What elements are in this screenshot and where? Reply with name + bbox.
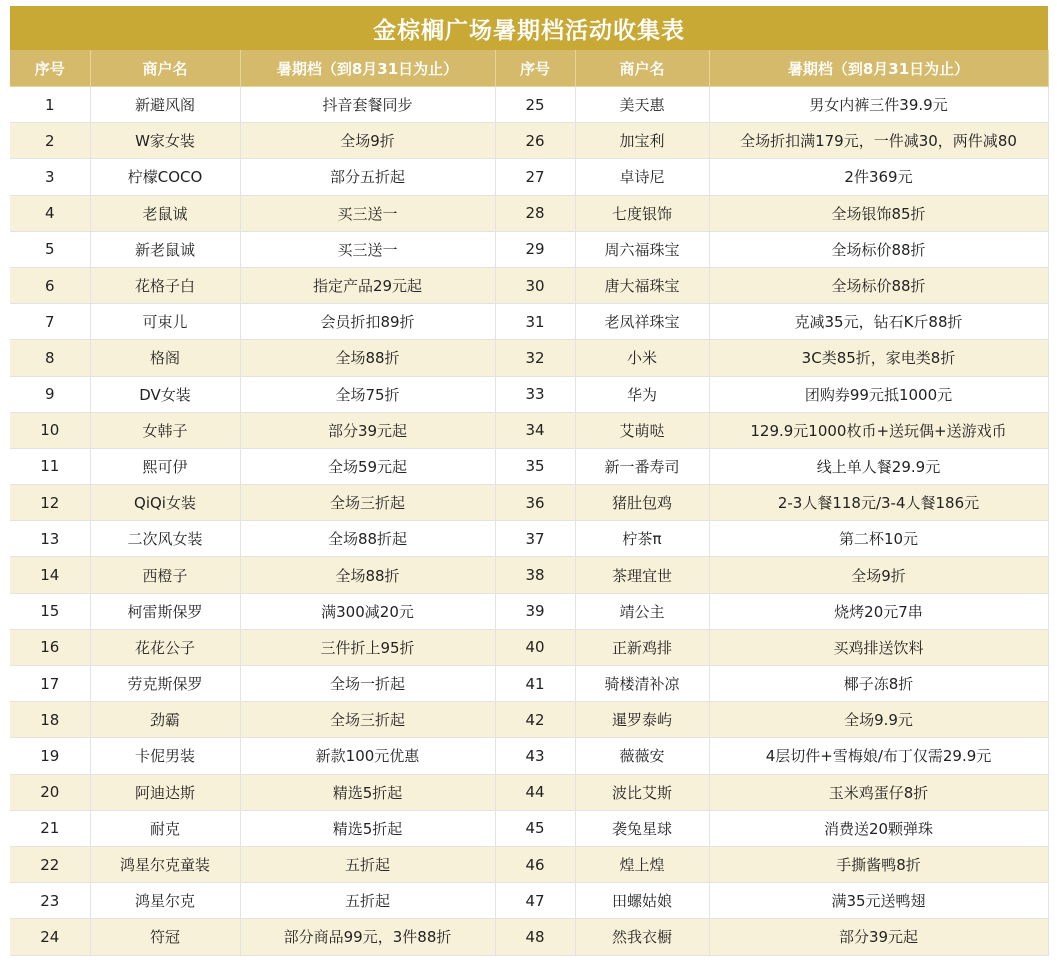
cell-promo-left[interactable]: 全场88折 xyxy=(240,340,495,376)
cell-promo-left[interactable]: 全场88折起 xyxy=(240,521,495,557)
cell-merchant-right[interactable]: 田螺姑娘 xyxy=(575,883,709,919)
cell-index-right[interactable]: 37 xyxy=(495,521,575,557)
header-cell-merchant-right[interactable]: 商户名 xyxy=(575,50,709,87)
cell-merchant-left[interactable]: 西橙子 xyxy=(90,557,240,593)
cell-promo-left[interactable]: 全场三折起 xyxy=(240,702,495,738)
cell-promo-right[interactable]: 全场9折 xyxy=(709,557,1048,593)
cell-promo-right[interactable]: 烧烤20元7串 xyxy=(709,593,1048,629)
cell-index-right[interactable]: 42 xyxy=(495,702,575,738)
cell-merchant-right[interactable]: 新一番寿司 xyxy=(575,448,709,484)
cell-promo-left[interactable]: 买三送一 xyxy=(240,231,495,267)
cell-index-right[interactable]: 48 xyxy=(495,919,575,955)
cell-merchant-left[interactable]: 新老鼠诚 xyxy=(90,231,240,267)
cell-index-right[interactable]: 30 xyxy=(495,267,575,303)
cell-promo-right[interactable]: 买鸡排送饮料 xyxy=(709,629,1048,665)
cell-promo-left[interactable]: 五折起 xyxy=(240,846,495,882)
cell-merchant-left[interactable]: 熙可伊 xyxy=(90,448,240,484)
cell-promo-right[interactable]: 3C类85折，家电类8折 xyxy=(709,340,1048,376)
cell-merchant-right[interactable]: 袭兔星球 xyxy=(575,810,709,846)
cell-index-right[interactable]: 39 xyxy=(495,593,575,629)
table-row xyxy=(10,521,1048,557)
cell-index-left[interactable]: 19 xyxy=(10,738,90,774)
cell-index-right[interactable]: 46 xyxy=(495,846,575,882)
table-row xyxy=(10,87,1048,123)
cell-index-left[interactable]: 4 xyxy=(10,195,90,231)
cell-promo-right[interactable]: 椰子冻8折 xyxy=(709,666,1048,702)
table-row xyxy=(10,448,1048,484)
cell-merchant-right[interactable]: 波比艾斯 xyxy=(575,774,709,810)
cell-index-right[interactable]: 45 xyxy=(495,810,575,846)
cell-index-left[interactable]: 16 xyxy=(10,629,90,665)
cell-index-left[interactable]: 3 xyxy=(10,159,90,195)
header-cell-promo-right[interactable]: 暑期档（到8月31日为止） xyxy=(709,50,1048,87)
cell-merchant-right[interactable]: 柠茶π xyxy=(575,521,709,557)
cell-merchant-right[interactable]: 猪肚包鸡 xyxy=(575,485,709,521)
cell-merchant-right[interactable]: 加宝利 xyxy=(575,123,709,159)
cell-index-left[interactable]: 17 xyxy=(10,666,90,702)
cell-promo-left[interactable]: 全场三折起 xyxy=(240,485,495,521)
cell-merchant-left[interactable]: 劲霸 xyxy=(90,702,240,738)
cell-merchant-left[interactable]: 新避风阁 xyxy=(90,87,240,123)
cell-merchant-right[interactable]: 艾萌哒 xyxy=(575,412,709,448)
cell-index-left[interactable]: 20 xyxy=(10,774,90,810)
cell-promo-left[interactable]: 买三送一 xyxy=(240,195,495,231)
table-row xyxy=(10,666,1048,702)
cell-merchant-right[interactable]: 薇薇安 xyxy=(575,738,709,774)
cell-promo-right[interactable]: 部分39元起 xyxy=(709,919,1048,955)
cell-merchant-left[interactable]: 二次风女装 xyxy=(90,521,240,557)
cell-promo-right[interactable]: 2-3人餐118元/3-4人餐186元 xyxy=(709,485,1048,521)
table-row xyxy=(10,412,1048,448)
cell-merchant-right[interactable]: 卓诗尼 xyxy=(575,159,709,195)
table-row xyxy=(10,629,1048,665)
cell-promo-left[interactable]: 满300减20元 xyxy=(240,593,495,629)
table-row xyxy=(10,846,1048,882)
cell-index-right[interactable]: 38 xyxy=(495,557,575,593)
cell-promo-left[interactable]: 指定产品29元起 xyxy=(240,267,495,303)
cell-promo-right[interactable]: 玉米鸡蛋仔8折 xyxy=(709,774,1048,810)
activity-table xyxy=(10,50,1049,956)
cell-index-left[interactable]: 24 xyxy=(10,919,90,955)
cell-merchant-right[interactable]: 煌上煌 xyxy=(575,846,709,882)
cell-index-left[interactable]: 10 xyxy=(10,412,90,448)
cell-promo-right[interactable]: 团购券99元抵1000元 xyxy=(709,376,1048,412)
cell-index-left[interactable]: 21 xyxy=(10,810,90,846)
cell-index-left[interactable]: 5 xyxy=(10,231,90,267)
cell-index-left[interactable]: 15 xyxy=(10,593,90,629)
cell-index-left[interactable]: 23 xyxy=(10,883,90,919)
table-row xyxy=(10,919,1048,955)
cell-promo-left[interactable]: 五折起 xyxy=(240,883,495,919)
cell-promo-right[interactable]: 全场标价88折 xyxy=(709,231,1048,267)
table-row xyxy=(10,376,1048,412)
cell-promo-left[interactable]: 抖音套餐同步 xyxy=(240,87,495,123)
cell-merchant-left[interactable]: 柯雷斯保罗 xyxy=(90,593,240,629)
cell-merchant-right[interactable]: 华为 xyxy=(575,376,709,412)
cell-index-left[interactable]: 7 xyxy=(10,304,90,340)
cell-merchant-left[interactable]: 阿迪达斯 xyxy=(90,774,240,810)
cell-merchant-right[interactable]: 暹罗泰屿 xyxy=(575,702,709,738)
cell-promo-left[interactable]: 部分五折起 xyxy=(240,159,495,195)
cell-merchant-right[interactable]: 骑楼清补凉 xyxy=(575,666,709,702)
table-row xyxy=(10,702,1048,738)
table-row xyxy=(10,195,1048,231)
header-cell-index-right[interactable]: 序号 xyxy=(495,50,575,87)
table-row xyxy=(10,340,1048,376)
cell-promo-left[interactable]: 全场9折 xyxy=(240,123,495,159)
cell-merchant-left[interactable]: QiQi女装 xyxy=(90,485,240,521)
cell-merchant-right[interactable]: 唐大福珠宝 xyxy=(575,267,709,303)
cell-promo-right[interactable]: 129.9元1000枚币+送玩偶+送游戏币 xyxy=(709,412,1048,448)
cell-merchant-left[interactable]: 老鼠诚 xyxy=(90,195,240,231)
cell-index-left[interactable]: 22 xyxy=(10,846,90,882)
cell-merchant-right[interactable]: 正新鸡排 xyxy=(575,629,709,665)
cell-merchant-right[interactable]: 靖公主 xyxy=(575,593,709,629)
cell-index-right[interactable]: 34 xyxy=(495,412,575,448)
cell-merchant-left[interactable]: 耐克 xyxy=(90,810,240,846)
cell-index-right[interactable]: 44 xyxy=(495,774,575,810)
cell-promo-left[interactable]: 全场75折 xyxy=(240,376,495,412)
cell-index-right[interactable]: 43 xyxy=(495,738,575,774)
table-row xyxy=(10,485,1048,521)
cell-index-left[interactable]: 8 xyxy=(10,340,90,376)
cell-promo-left[interactable]: 会员折扣89折 xyxy=(240,304,495,340)
header-cell-merchant-left[interactable]: 商户名 xyxy=(90,50,240,87)
cell-promo-left[interactable]: 部分39元起 xyxy=(240,412,495,448)
cell-index-right[interactable]: 41 xyxy=(495,666,575,702)
cell-promo-right[interactable]: 4层切件+雪梅娘/布丁仅需29.9元 xyxy=(709,738,1048,774)
cell-merchant-left[interactable]: 女韩子 xyxy=(90,412,240,448)
cell-promo-right[interactable]: 全场银饰85折 xyxy=(709,195,1048,231)
cell-merchant-left[interactable]: 柠檬COCO xyxy=(90,159,240,195)
cell-promo-left[interactable]: 三件折上95折 xyxy=(240,629,495,665)
cell-index-right[interactable]: 35 xyxy=(495,448,575,484)
cell-index-right[interactable]: 28 xyxy=(495,195,575,231)
cell-promo-left[interactable]: 精选5折起 xyxy=(240,774,495,810)
table-row xyxy=(10,774,1048,810)
cell-promo-left[interactable]: 全场一折起 xyxy=(240,666,495,702)
cell-merchant-right[interactable]: 七度银饰 xyxy=(575,195,709,231)
table-row xyxy=(10,593,1048,629)
table-row xyxy=(10,231,1048,267)
cell-merchant-left[interactable]: 卡伲男装 xyxy=(90,738,240,774)
cell-promo-right[interactable]: 男女内裤三件39.9元 xyxy=(709,87,1048,123)
cell-merchant-right[interactable]: 茶理宜世 xyxy=(575,557,709,593)
cell-merchant-left[interactable]: W家女装 xyxy=(90,123,240,159)
cell-merchant-left[interactable]: 花格子白 xyxy=(90,267,240,303)
cell-index-left[interactable]: 13 xyxy=(10,521,90,557)
cell-promo-left[interactable]: 精选5折起 xyxy=(240,810,495,846)
cell-merchant-left[interactable]: 格阁 xyxy=(90,340,240,376)
cell-index-right[interactable]: 32 xyxy=(495,340,575,376)
cell-index-left[interactable]: 1 xyxy=(10,87,90,123)
cell-promo-right[interactable]: 手撕酱鸭8折 xyxy=(709,846,1048,882)
table-row xyxy=(10,304,1048,340)
cell-merchant-left[interactable]: 花花公子 xyxy=(90,629,240,665)
cell-merchant-left[interactable]: 鸿星尔克 xyxy=(90,883,240,919)
cell-index-right[interactable]: 47 xyxy=(495,883,575,919)
cell-merchant-right[interactable]: 美天惠 xyxy=(575,87,709,123)
cell-merchant-right[interactable]: 小米 xyxy=(575,340,709,376)
cell-index-right[interactable]: 26 xyxy=(495,123,575,159)
table-row xyxy=(10,123,1048,159)
table-row xyxy=(10,738,1048,774)
table-body xyxy=(10,87,1048,956)
cell-promo-right[interactable]: 克减35元，钻石K斤88折 xyxy=(709,304,1048,340)
cell-promo-right[interactable]: 第二杯10元 xyxy=(709,521,1048,557)
cell-index-left[interactable]: 18 xyxy=(10,702,90,738)
cell-merchant-right[interactable]: 然我衣橱 xyxy=(575,919,709,955)
cell-index-left[interactable]: 12 xyxy=(10,485,90,521)
cell-merchant-right[interactable]: 周六福珠宝 xyxy=(575,231,709,267)
header-cell-index-left[interactable]: 序号 xyxy=(10,50,90,87)
cell-promo-right[interactable]: 消费送20颗弹珠 xyxy=(709,810,1048,846)
cell-index-left[interactable]: 11 xyxy=(10,448,90,484)
cell-index-left[interactable]: 9 xyxy=(10,376,90,412)
cell-merchant-right[interactable]: 老凤祥珠宝 xyxy=(575,304,709,340)
cell-index-left[interactable]: 2 xyxy=(10,123,90,159)
table-row xyxy=(10,159,1048,195)
cell-promo-right[interactable]: 满35元送鸭翅 xyxy=(709,883,1048,919)
cell-promo-right[interactable]: 2件369元 xyxy=(709,159,1048,195)
table-row xyxy=(10,810,1048,846)
cell-promo-right[interactable]: 全场折扣满179元，一件减30，两件减80 xyxy=(709,123,1048,159)
cell-index-right[interactable]: 31 xyxy=(495,304,575,340)
cell-index-right[interactable]: 25 xyxy=(495,87,575,123)
cell-merchant-left[interactable]: 劳克斯保罗 xyxy=(90,666,240,702)
header-row xyxy=(10,50,1048,87)
cell-index-right[interactable]: 36 xyxy=(495,485,575,521)
cell-promo-right[interactable]: 全场标价88折 xyxy=(709,267,1048,303)
cell-index-right[interactable]: 27 xyxy=(495,159,575,195)
cell-promo-right[interactable]: 全场9.9元 xyxy=(709,702,1048,738)
cell-index-right[interactable]: 33 xyxy=(495,376,575,412)
cell-promo-right[interactable]: 线上单人餐29.9元 xyxy=(709,448,1048,484)
cell-merchant-left[interactable]: 可束儿 xyxy=(90,304,240,340)
table-row xyxy=(10,557,1048,593)
cell-promo-left[interactable]: 部分商品99元，3件88折 xyxy=(240,919,495,955)
table-row xyxy=(10,883,1048,919)
cell-index-left[interactable]: 14 xyxy=(10,557,90,593)
header-cell-promo-left[interactable]: 暑期档（到8月31日为止） xyxy=(240,50,495,87)
cell-index-right[interactable]: 40 xyxy=(495,629,575,665)
cell-promo-left[interactable]: 新款100元优惠 xyxy=(240,738,495,774)
cell-index-right[interactable]: 29 xyxy=(495,231,575,267)
cell-index-left[interactable]: 6 xyxy=(10,267,90,303)
cell-merchant-left[interactable]: 鸿星尔克童装 xyxy=(90,846,240,882)
cell-promo-left[interactable]: 全场59元起 xyxy=(240,448,495,484)
cell-merchant-left[interactable]: DV女装 xyxy=(90,376,240,412)
cell-promo-left[interactable]: 全场88折 xyxy=(240,557,495,593)
sheet-title[interactable]: 金棕榈广场暑期档活动收集表 xyxy=(10,6,1048,51)
cell-merchant-left[interactable]: 符冠 xyxy=(90,919,240,955)
table-row xyxy=(10,267,1048,303)
